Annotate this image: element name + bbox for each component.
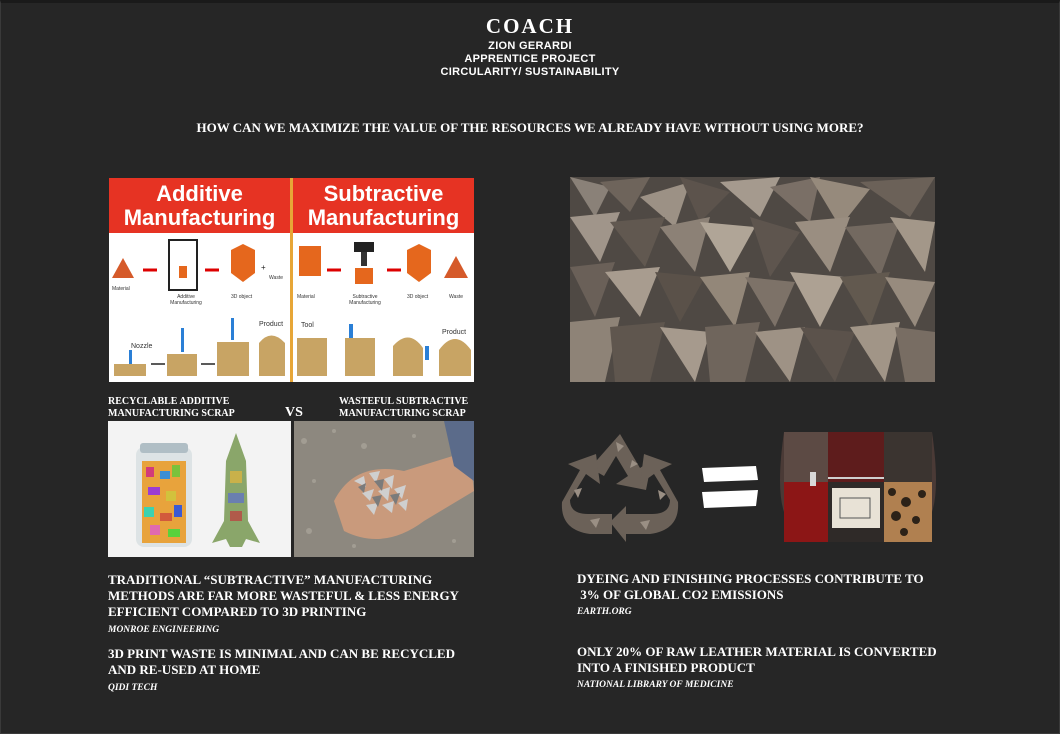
fact-line: 3D PRINT WASTE IS MINIMAL AND CAN BE RECYCLED <box>108 646 455 661</box>
label-object-additive: 3D object <box>231 294 253 300</box>
additive-title-line2: Manufacturing <box>123 205 276 230</box>
label-waste-additive: Waste <box>269 275 283 281</box>
subtractive-caption-line1: WASTEFUL SUBTRACTIVE <box>339 396 469 407</box>
subtractive-scrap-photo <box>294 421 474 557</box>
fact-line: 3% OF GLOBAL CO2 EMISSIONS <box>577 587 784 602</box>
fact-line: INTO A FINISHED PRODUCT <box>577 660 755 675</box>
material-block-icon <box>299 246 321 276</box>
mill-icon <box>354 242 374 252</box>
leather-scraps-texture <box>570 177 935 382</box>
fact-line: DYEING AND FINISHING PROCESSES CONTRIBUTE TO <box>577 571 924 586</box>
project-theme: CIRCULARITY/ SUSTAINABILITY <box>440 66 620 78</box>
fact-line: TRADITIONAL “SUBTRACTIVE” MANUFACTURING <box>108 572 433 587</box>
fact-leather-conversion <box>577 644 937 693</box>
fact-subtractive-waste <box>108 572 459 638</box>
jar-and-rocket-illustration <box>108 421 291 557</box>
label-additive-process: Additive Manufacturing <box>170 294 202 306</box>
subtractive-caption-line2: MANUFACTURING SCRAP <box>339 408 466 419</box>
fact-source: NATIONAL LIBRARY OF MEDICINE <box>577 680 734 690</box>
key-question: HOW CAN WE MAXIMIZE THE VALUE OF THE RESOURCES WE ALREADY HAVE WITHOUT USING MORE? <box>196 120 864 135</box>
fact-line: AND RE-USED AT HOME <box>108 662 261 677</box>
manufacturing-diagram <box>109 178 474 382</box>
diagram-illustration <box>109 178 474 382</box>
nozzle-icon <box>129 350 132 364</box>
object-icon <box>231 244 255 282</box>
additive-scrap-caption <box>108 396 235 420</box>
label-tool: Tool <box>301 322 314 329</box>
additive-caption-line2: MANUFACTURING SCRAP <box>108 408 235 419</box>
additive-title-line1: Additive <box>156 181 243 206</box>
label-nozzle: Nozzle <box>131 343 153 350</box>
hands-holding-metal-scrap <box>294 421 474 557</box>
label-material-subtractive: Material <box>297 294 315 300</box>
label-product-additive: Product <box>259 321 284 328</box>
material-pile-icon <box>112 258 134 278</box>
vs-label: VS <box>285 405 303 420</box>
additive-caption-line1: RECYCLABLE ADDITIVE <box>108 396 230 407</box>
fact-3d-print-waste <box>108 646 455 696</box>
brand-logo: COACH <box>485 14 575 38</box>
author-name: ZION GERARDI <box>488 40 572 52</box>
svg-text:+: + <box>261 263 266 272</box>
fact-source: MONROE ENGINEERING <box>108 625 220 635</box>
subtractive-title-line1: Subtractive <box>323 181 444 206</box>
subtractive-scrap-caption <box>339 396 468 420</box>
fact-source: QIDI TECH <box>108 683 158 693</box>
fact-line: ONLY 20% OF RAW LEATHER MATERIAL IS CONVERTED <box>577 644 937 659</box>
leather-scrap-photo <box>570 177 935 382</box>
fact-line: METHODS ARE FAR MORE WASTEFUL & LESS ENERGY <box>108 588 459 603</box>
fact-line: EFFICIENT COMPARED TO 3D PRINTING <box>108 604 367 619</box>
subtractive-title-line2: Manufacturing <box>307 205 460 230</box>
additive-scrap-photo <box>108 421 291 557</box>
zipper-pull <box>810 472 816 486</box>
label-material-additive: Material <box>112 286 130 292</box>
waste-pile-icon <box>444 256 468 278</box>
label-patch <box>832 488 880 528</box>
fact-source: EARTH.ORG <box>577 607 632 617</box>
project-title: APPRENTICE PROJECT <box>464 53 596 65</box>
label-waste-subtractive: Waste <box>449 294 463 300</box>
object-icon <box>407 244 431 282</box>
fact-dyeing-emissions <box>577 571 924 620</box>
label-product-subtractive: Product <box>442 329 467 336</box>
leather-bag-icon <box>776 428 940 544</box>
printer-icon <box>169 240 197 290</box>
label-subtractive-process: Subtractive Manufacturing <box>349 294 381 306</box>
equals-icon <box>700 464 760 510</box>
recycle-icon <box>560 430 680 542</box>
label-object-subtractive: 3D object <box>407 294 429 300</box>
